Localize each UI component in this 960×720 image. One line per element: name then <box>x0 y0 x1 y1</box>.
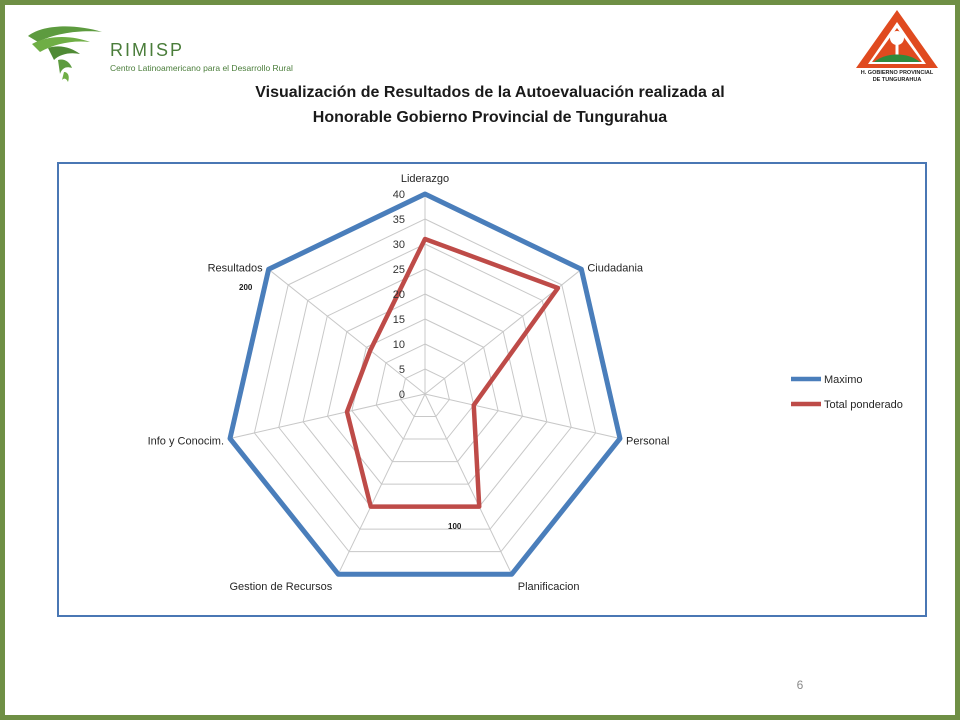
axis-label: Ciudadania <box>587 262 644 275</box>
radar-chart <box>57 162 927 617</box>
axis-label: Resultados <box>207 262 263 275</box>
legend-label: Maximo <box>824 374 863 386</box>
axis-label: Gestion de Recursos <box>229 581 333 594</box>
tungurahua-caption-line1: H. GOBIERNO PROVINCIAL <box>860 70 934 76</box>
radar-chart-svg <box>59 164 924 614</box>
series-total-ponderado <box>347 239 558 507</box>
tick-label: 10 <box>392 339 405 351</box>
radar-legend <box>791 374 903 411</box>
slide-title-line2: Honorable Gobierno Provincial de Tungurahua <box>312 109 668 126</box>
grid-spoke <box>425 394 620 439</box>
tick-label: 0 <box>398 389 405 401</box>
tungurahua-caption <box>852 70 942 84</box>
rimisp-logo <box>24 22 293 88</box>
axis-label: Info y Conocim. <box>147 435 225 448</box>
tungurahua-caption-line2: DE TUNGURAHUA <box>872 77 922 83</box>
rimisp-name: RIMISP <box>110 40 185 60</box>
tungurahua-logo <box>852 8 942 92</box>
radar-axis-labels <box>148 173 670 593</box>
slide-title-line1: Visualización de Resultados de la Autoevaluación realizada al <box>255 84 725 101</box>
tick-label: 20 <box>392 289 405 301</box>
annotation-label: 200 <box>239 283 253 292</box>
rimisp-emblem-icon <box>24 22 114 88</box>
axis-label: Liderazgo <box>400 173 450 185</box>
slide-title <box>160 80 820 130</box>
legend-label: Total ponderado <box>824 399 903 411</box>
tick-label: 15 <box>392 314 405 326</box>
page-number: 6 <box>796 678 804 692</box>
axis-label: Personal <box>625 435 670 448</box>
tick-label: 40 <box>392 189 405 201</box>
annotation-label: 100 <box>448 522 462 531</box>
tungurahua-emblem-icon <box>852 8 942 70</box>
tick-label: 25 <box>392 264 405 276</box>
tick-label: 30 <box>392 239 405 251</box>
axis-label: Planificacion <box>517 581 580 594</box>
grid-spoke <box>230 394 425 439</box>
rimisp-subtitle: Centro Latinoamericano para el Desarrollo Rural <box>110 63 293 73</box>
tick-label: 5 <box>398 364 405 376</box>
tick-label: 35 <box>392 214 405 226</box>
